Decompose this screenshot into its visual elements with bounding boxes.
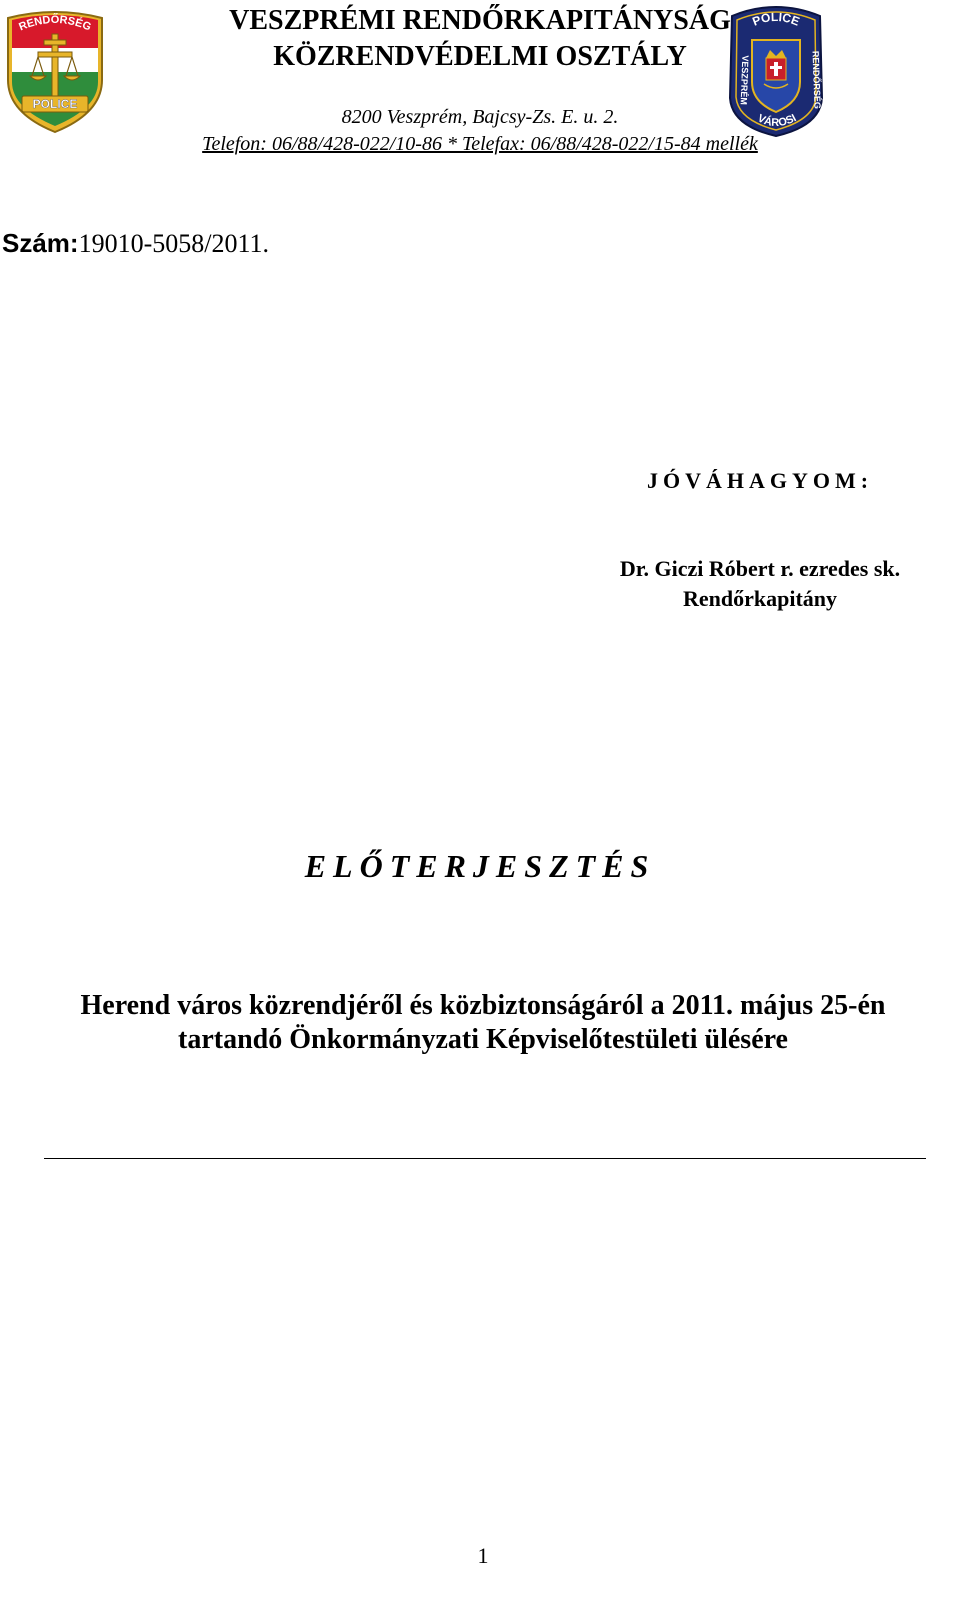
police-badge-icon: [726, 2, 826, 138]
logo-right-right-text: RENDŐRSÉG: [810, 50, 823, 110]
logo-left-top-text: RENDŐRSÉG: [17, 14, 93, 34]
phone-fax-line: Telefon: 06/88/428-022/10-86 * Telefax: 06/88/428-022/15-84 mellék: [202, 133, 758, 155]
logo-right-left-text: VESZPRÉM: [738, 55, 751, 106]
horizontal-divider: [44, 1158, 926, 1159]
reference-number: [2, 228, 269, 259]
address: 8200 Veszprém, Bajcsy-Zs. E. u. 2.: [341, 106, 619, 128]
organization-name: VESZPRÉMI RENDŐRKAPITÁNYSÁG: [229, 5, 731, 36]
approver-title: Rendőrkapitány: [682, 586, 838, 611]
logo-right-top-text: POLICE: [750, 9, 802, 29]
document-title: ELŐTERJESZTÉS: [304, 848, 656, 884]
department-name: KÖZRENDVÉDELMI OSZTÁLY: [273, 41, 687, 72]
approval-heading: JÓVÁHAGYOM:: [646, 468, 874, 493]
logo-left-bottom-text: POLICE: [32, 97, 78, 111]
approver-name: Dr. Giczi Róbert r. ezredes sk.: [619, 556, 901, 581]
logo-right-bottom-text: VÁROSI: [755, 112, 799, 130]
document-subject-line2: tartandó Önkormányzati Képviselőtestületi ülésére: [178, 1024, 788, 1055]
reference-value: 19010-5058/2011.: [78, 229, 269, 258]
document-subject-line1: Herend város közrendjéről és közbiztonságáról a 2011. május 25-én: [80, 990, 886, 1021]
page-number: 1: [477, 1543, 489, 1568]
reference-label: Szám:: [2, 228, 79, 258]
city-police-badge-logo: [726, 2, 826, 138]
